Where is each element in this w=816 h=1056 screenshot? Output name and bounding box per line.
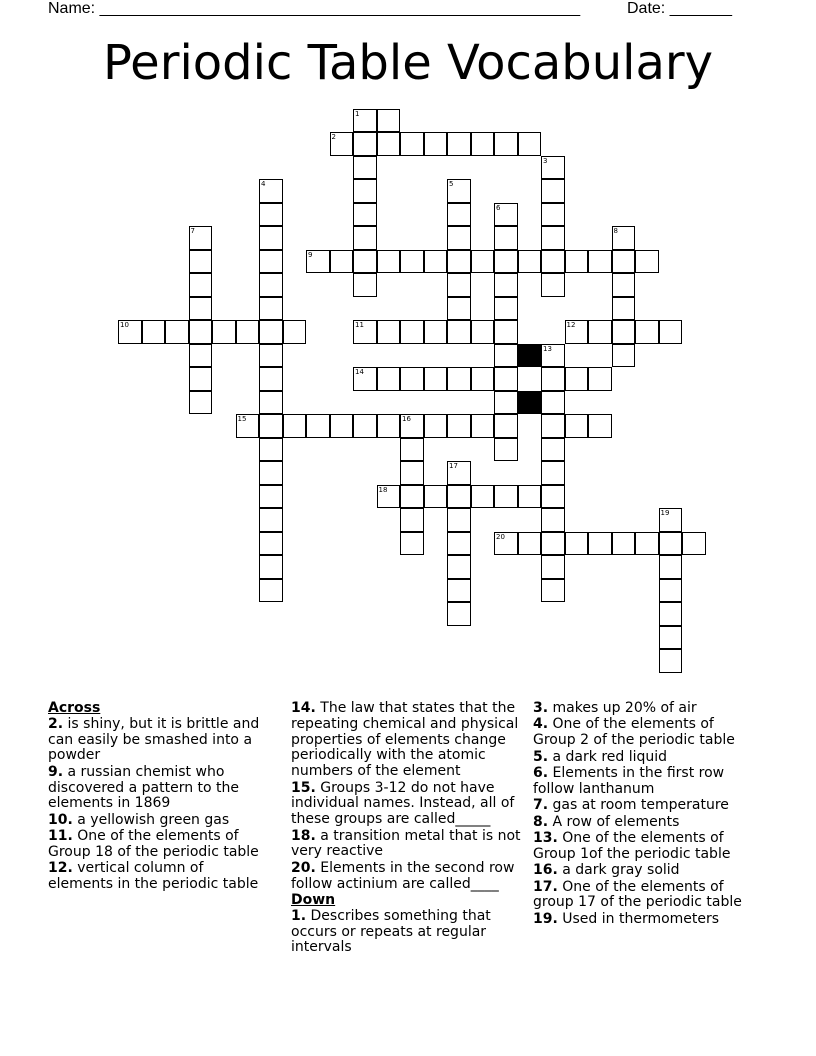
clue-text: Groups 3-12 do not have individual names. Instead, all of these groups are called_____ [291,779,515,828]
crossword-cell[interactable] [400,132,424,156]
clue-item [533,831,755,863]
clue-item [533,717,755,749]
crossword-cell[interactable] [259,438,283,462]
crossword-cell[interactable] [424,132,448,156]
crossword-cell[interactable] [541,461,565,485]
crossword-cell[interactable] [494,226,518,250]
crossword-cell[interactable] [659,532,683,556]
crossword-cell[interactable] [353,156,377,180]
crossword-cell[interactable] [541,485,565,509]
crossword-cell[interactable] [541,226,565,250]
crossword-cell[interactable] [259,579,283,603]
crossword-cell[interactable] [353,320,377,344]
crossword-cell[interactable] [400,367,424,391]
clue-number-label: 17. [533,878,558,895]
clue-number: 18 [378,485,388,494]
crossword-cell[interactable] [471,485,495,509]
clue-number: 7 [190,227,195,236]
name-field-label: Name: ______________________________________________________ [48,0,581,17]
crossword-cell[interactable] [518,250,542,274]
crossword-cell[interactable] [494,367,518,391]
clue-number-label: 12. [48,860,73,877]
black-square [518,391,542,415]
crossword-cell[interactable] [612,344,636,368]
clue-number-label: 10. [48,811,73,828]
clue-number-label: 16. [533,862,558,879]
crossword-cell[interactable] [635,320,659,344]
crossword-cell[interactable] [353,109,377,133]
clue-number-label: 14. [291,700,316,716]
crossword-cell[interactable] [494,297,518,321]
clue-number: 3 [543,156,548,165]
clue-number: 12 [566,321,576,330]
clue-number: 14 [355,368,364,377]
crossword-cell[interactable] [588,414,612,438]
clue-number-label: 3. [533,700,549,716]
clue-text: a russian chemist who discovered a pattern to the elements in 1869 [48,763,240,812]
crossword-cell[interactable] [400,532,424,556]
clue-number: 4 [261,180,266,189]
crossword-cell[interactable] [306,414,330,438]
clue-number-label: 6. [533,764,549,781]
clue-column-1 [48,701,270,894]
crossword-cell[interactable] [259,250,283,274]
crossword-cell[interactable] [259,508,283,532]
crossword-cell[interactable] [612,226,636,250]
crossword-cell[interactable] [424,320,448,344]
clue-text: a dark gray solid [557,862,680,879]
clue-text: gas at room temperature [548,797,729,814]
crossword-cell[interactable] [494,391,518,415]
clue-number-label: 4. [533,716,549,733]
crossword-cell[interactable] [494,438,518,462]
crossword-cell[interactable] [447,203,471,227]
clue-text: One of the elements of group 17 of the periodic table [533,878,742,911]
clue-item [48,717,270,764]
crossword-cell[interactable] [259,555,283,579]
crossword-cell[interactable] [447,297,471,321]
clue-number: 5 [449,180,454,189]
clue-number-label: 7. [533,797,549,814]
crossword-cell[interactable] [400,320,424,344]
clue-number: 9 [308,250,313,259]
crossword-cell[interactable] [565,250,589,274]
crossword-cell[interactable] [494,344,518,368]
crossword-cell[interactable] [588,320,612,344]
crossword-cell[interactable] [659,649,683,673]
crossword-cell[interactable] [236,320,260,344]
clue-number: 11 [355,321,364,330]
crossword-cell[interactable] [565,320,589,344]
crossword-cell[interactable] [400,508,424,532]
clue-text: a yellowish green gas [72,811,230,828]
crossword-cell[interactable] [142,320,166,344]
crossword-cell[interactable] [541,532,565,556]
clue-number: 19 [660,509,670,518]
crossword-cell[interactable] [588,532,612,556]
crossword-cell[interactable] [353,367,377,391]
clue-text: One of the elements of Group 2 of the periodic table [533,716,735,749]
down-heading: Down [291,891,336,908]
crossword-cell[interactable] [377,109,401,133]
crossword-cell[interactable] [518,132,542,156]
crossword-cell[interactable] [447,532,471,556]
clue-text: Used in thermometers [557,910,720,927]
clue-number-label: 8. [533,813,549,830]
crossword-cell[interactable] [259,226,283,250]
crossword-cell[interactable] [353,203,377,227]
crossword-cell[interactable] [541,156,565,180]
crossword-cell[interactable] [189,367,213,391]
crossword-cell[interactable] [541,250,565,274]
crossword-cell[interactable] [259,461,283,485]
clue-text: Describes something that occurs or repeats at regular intervals [291,907,491,956]
crossword-cell[interactable] [565,367,589,391]
clue-number: 10 [120,321,129,330]
clue-number-label: 13. [533,829,558,846]
crossword-cell[interactable] [588,250,612,274]
crossword-cell[interactable] [494,250,518,274]
clue-text: One of the elements of Group 1of the periodic table [533,829,731,862]
crossword-cell[interactable] [471,320,495,344]
crossword-cell[interactable] [447,179,471,203]
clue-item [533,750,755,766]
crossword-cell[interactable] [259,273,283,297]
crossword-cell[interactable] [377,414,401,438]
clue-item [533,701,755,717]
clue-text: is shiny, but it is brittle and can easily be smashed into a powder [48,715,260,764]
crossword-cell[interactable] [447,226,471,250]
clue-number: 17 [449,462,458,471]
crossword-cell[interactable] [447,508,471,532]
crossword-cell[interactable] [377,320,401,344]
crossword-cell[interactable] [236,414,260,438]
crossword-cell[interactable] [471,414,495,438]
crossword-cell[interactable] [353,132,377,156]
crossword-cell[interactable] [659,320,683,344]
across-heading: Across [48,700,101,716]
crossword-cell[interactable] [541,179,565,203]
crossword-cell[interactable] [541,203,565,227]
crossword-cell[interactable] [471,250,495,274]
crossword-cell[interactable] [259,179,283,203]
clue-number: 13 [543,344,552,353]
crossword-cell[interactable] [471,367,495,391]
crossword-cell[interactable] [588,367,612,391]
crossword-cell[interactable] [447,555,471,579]
clue-number-label: 19. [533,910,558,927]
clue-item [291,781,523,828]
clue-text: a dark red liquid [548,748,668,765]
crossword-cell[interactable] [447,485,471,509]
crossword-cell[interactable] [400,461,424,485]
crossword-cell[interactable] [541,273,565,297]
crossword-cell[interactable] [635,532,659,556]
crossword-cell[interactable] [659,626,683,650]
clue-item [291,829,523,861]
clue-number: 1 [355,109,360,118]
crossword-cell[interactable] [541,414,565,438]
crossword-cell[interactable] [494,132,518,156]
clue-item [533,798,755,814]
crossword-cell[interactable] [283,320,307,344]
crossword-cell[interactable] [612,297,636,321]
clue-text: The law that states that the repeating chemical and physical properties of elements change periodically with the atomic numbers of the element [291,700,519,780]
crossword-cell[interactable] [682,532,706,556]
crossword-cell[interactable] [541,391,565,415]
clue-number-label: 5. [533,748,549,765]
crossword-cell[interactable] [330,250,354,274]
crossword-cell[interactable] [400,485,424,509]
crossword-cell[interactable] [494,273,518,297]
crossword-cell[interactable] [447,273,471,297]
clue-item [533,912,755,928]
crossword-cell[interactable] [447,320,471,344]
crossword-cell[interactable] [659,555,683,579]
crossword-cell[interactable] [424,250,448,274]
clue-number-label: 9. [48,763,64,780]
clue-text: One of the elements of Group 18 of the periodic table [48,828,259,860]
crossword-cell[interactable] [612,532,636,556]
crossword-cell[interactable] [353,273,377,297]
crossword-cell[interactable] [541,508,565,532]
crossword-cell[interactable] [353,179,377,203]
crossword-cell[interactable] [424,485,448,509]
clue-number: 20 [496,532,505,541]
crossword-cell[interactable] [518,532,542,556]
crossword-cell[interactable] [612,320,636,344]
crossword-cell[interactable] [259,391,283,415]
crossword-cell[interactable] [424,414,448,438]
clue-item [291,861,523,893]
clue-text: a transition metal that is not very reactive [291,827,521,860]
crossword-cell[interactable] [259,532,283,556]
crossword-cell[interactable] [541,555,565,579]
clue-number: 2 [331,133,336,142]
crossword-cell[interactable] [447,461,471,485]
crossword-cell[interactable] [471,132,495,156]
crossword-cell[interactable] [400,438,424,462]
clue-item [48,861,270,893]
crossword-cell[interactable] [635,250,659,274]
crossword-cell[interactable] [494,414,518,438]
clue-item [533,880,755,912]
crossword-cell[interactable] [189,273,213,297]
crossword-cell[interactable] [447,250,471,274]
crossword-cell[interactable] [377,485,401,509]
crossword-cell[interactable] [259,414,283,438]
crossword-cell[interactable] [189,391,213,415]
crossword-cell[interactable] [447,367,471,391]
crossword-cell[interactable] [424,367,448,391]
page-title: Periodic Table Vocabulary [102,35,714,91]
crossword-cell[interactable] [659,602,683,626]
crossword-cell[interactable] [377,132,401,156]
crossword-cell[interactable] [659,579,683,603]
crossword-cell[interactable] [189,297,213,321]
crossword-cell[interactable] [377,367,401,391]
crossword-cell[interactable] [494,485,518,509]
crossword-cell[interactable] [353,226,377,250]
crossword-cell[interactable] [212,320,236,344]
crossword-cell[interactable] [259,344,283,368]
crossword-cell[interactable] [259,367,283,391]
clue-column-3 [533,701,755,928]
crossword-cell[interactable] [541,438,565,462]
clue-item [48,829,270,861]
crossword-cell[interactable] [353,250,377,274]
clue-text: makes up 20% of air [548,700,697,716]
clue-item [48,813,270,829]
crossword-cell[interactable] [189,344,213,368]
crossword-cell[interactable] [400,414,424,438]
clue-text: Elements in the first row follow lanthanum [533,764,725,797]
crossword-cell[interactable] [565,532,589,556]
clue-number-label: 2. [48,715,64,732]
clue-number-label: 20. [291,859,316,876]
crossword-cell[interactable] [189,320,213,344]
black-square [518,344,542,368]
clue-item [291,701,523,780]
crossword-cell[interactable] [447,414,471,438]
clue-item [533,815,755,831]
crossword-cell[interactable] [189,226,213,250]
crossword-cell[interactable] [165,320,189,344]
crossword-cell[interactable] [447,602,471,626]
clue-text: A row of elements [548,813,680,830]
crossword-cell[interactable] [541,579,565,603]
clue-number-label: 18. [291,827,316,844]
clue-number: 15 [237,415,247,424]
clue-item [533,766,755,798]
clue-item [533,863,755,879]
crossword-cell[interactable] [447,579,471,603]
clue-number-label: 15. [291,779,316,796]
clue-text: vertical column of elements in the periodic table [48,860,259,893]
clue-item [48,765,270,812]
crossword-cell[interactable] [612,273,636,297]
crossword-cell[interactable] [259,485,283,509]
crossword-cell[interactable] [400,250,424,274]
crossword-cell[interactable] [259,203,283,227]
crossword-cell[interactable] [494,532,518,556]
crossword-cell[interactable] [259,320,283,344]
clue-column-2 [291,701,523,957]
crossword-cell[interactable] [118,320,142,344]
crossword-cell[interactable] [330,414,354,438]
crossword-cell[interactable] [189,250,213,274]
clue-number: 6 [496,203,501,212]
crossword-cell[interactable] [353,414,377,438]
crossword-cell[interactable] [377,250,401,274]
crossword-cell[interactable] [283,414,307,438]
clue-number: 8 [613,227,618,236]
clue-item [291,909,523,956]
clue-number-label: 1. [291,907,307,924]
crossword-cell[interactable] [518,485,542,509]
date-field-label: Date: _______ [627,0,732,17]
crossword-cell[interactable] [494,203,518,227]
crossword-cell[interactable] [612,250,636,274]
crossword-cell[interactable] [565,414,589,438]
crossword-cell[interactable] [330,132,354,156]
crossword-cell[interactable] [541,344,565,368]
crossword-cell[interactable] [259,297,283,321]
clue-number: 16 [402,415,411,424]
clue-number-label: 11. [48,828,73,845]
crossword-cell[interactable] [306,250,330,274]
crossword-cell[interactable] [659,508,683,532]
crossword-cell[interactable] [541,367,565,391]
clue-text: Elements in the second row follow actinium are called____ [291,859,515,892]
crossword-cell[interactable] [494,320,518,344]
crossword-cell[interactable] [447,132,471,156]
